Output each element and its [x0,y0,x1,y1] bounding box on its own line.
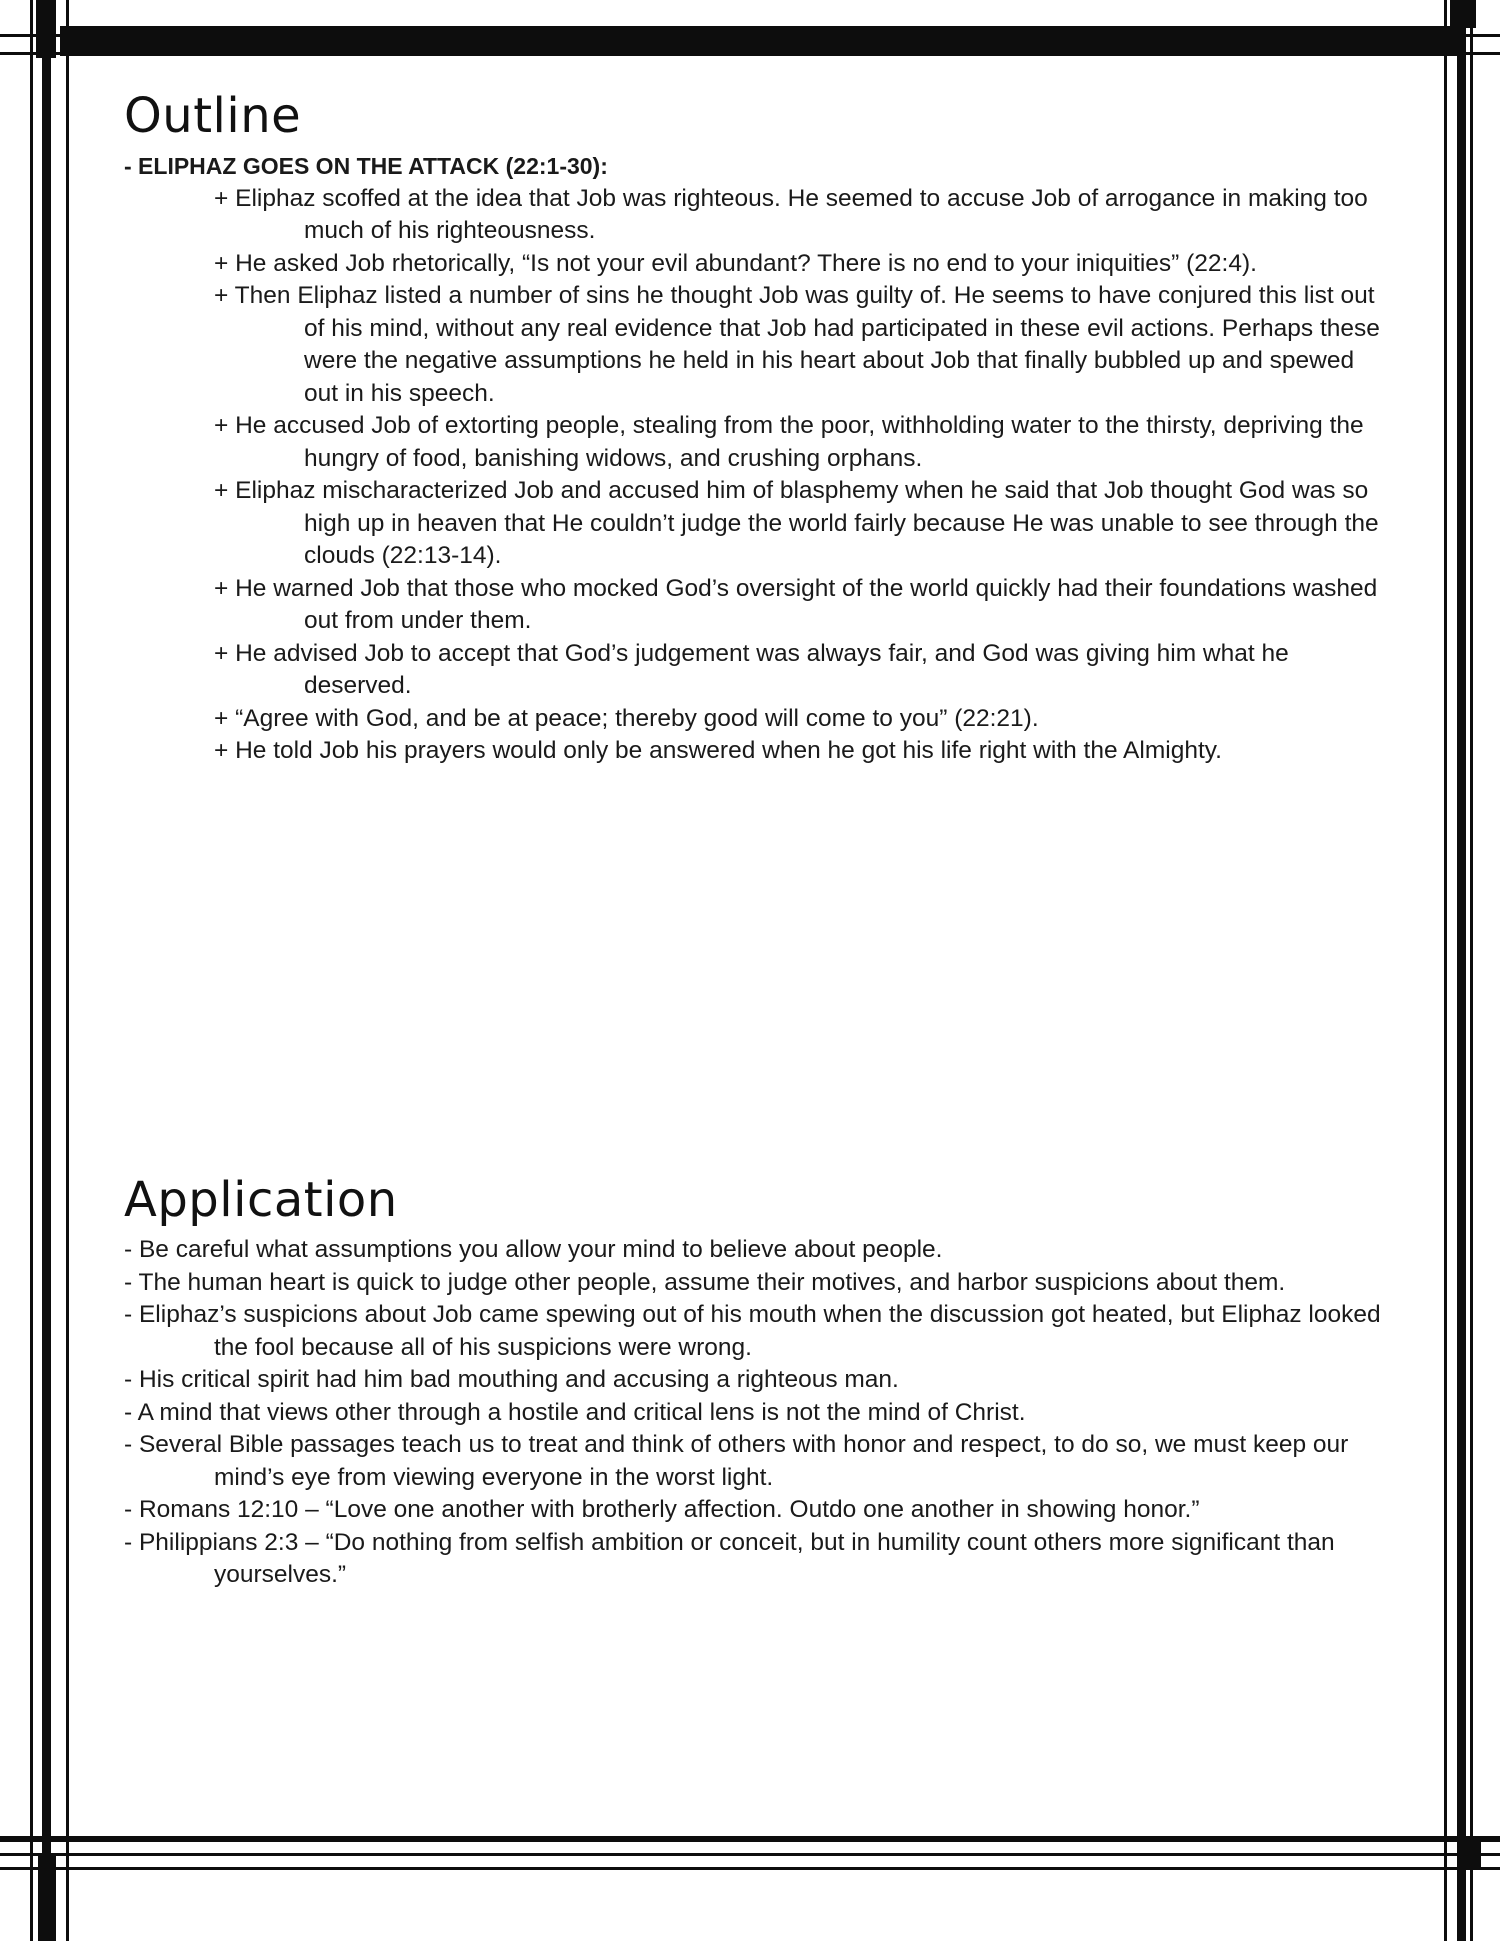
outline-item: + Then Eliphaz listed a number of sins he thought Job was guilty of. He seems to have conjured this list out of his mind, without any real evidence that Job had participated in these evil actions. Perhaps these were the negative assumptions he held in his heart about Job that finally bubbled up and spewed out in his speech. [214,282,1380,407]
outline-item: + He warned Job that those who mocked God’s oversight of the world quickly had their foundations washed out from under them. [214,574,1378,634]
frame-bar-left [42,0,51,1941]
frame-corner-top-right [1450,0,1476,28]
frame-bar-right [1457,0,1466,1941]
outline-item: + He told Job his prayers would only be answered when he got his life right with the Almighty. [214,737,1222,764]
outline-item: + Eliphaz scoffed at the idea that Job was righteous. He seemed to accuse Job of arrogance in making too much of his righteousness. [214,184,1368,244]
application-list [124,1234,1384,1592]
application-item: - Romans 12:10 – “Love one another with brotherly affection. Outdo one another in showing honor.” [124,1496,1200,1523]
outline-item: + He accused Job of extorting people, stealing from the poor, withholding water to the thirsty, depriving the hungry of food, banishing widows, and crushing orphans. [214,412,1364,472]
frame-bar-top [60,26,1465,56]
application-item: - A mind that views other through a hostile and critical lens is not the mind of Christ. [124,1398,1026,1426]
frame-corner-top-left [36,0,56,58]
outline-list [124,150,1384,768]
frame-line-right [1470,0,1473,1941]
application-item: - Be careful what assumptions you allow your mind to believe about people. [124,1236,943,1263]
frame-corner-bottom-right [1457,1838,1481,1868]
frame-line-left-inner [66,0,69,1941]
outline-item: + He advised Job to accept that God’s judgement was always fair, and God was giving him what he deserved. [214,639,1289,699]
application-section [124,1172,1384,1592]
frame-corner-bottom-left [38,1856,56,1941]
outline-item: + Eliphaz mischaracterized Job and accused him of blasphemy when he said that Job thought God was so high up in heaven that He couldn’t judge the world fairly because He was unable to see through the clouds (22:13-14). [214,477,1379,569]
application-title: Application [124,1172,398,1228]
frame-line-right-inner [1444,0,1447,1941]
application-item: - His critical spirit had him bad mouthing and accusing a righteous man. [124,1366,899,1393]
frame-bar-bottom [0,1836,1500,1842]
frame-line-bottom [0,1853,1500,1856]
outline-item: + He asked Job rhetorically, “Is not your evil abundant? There is no end to your iniquities” (22:4). [214,249,1257,277]
application-item: - Several Bible passages teach us to treat and think of others with honor and respect, to do so, we must keep our mind’s eye from viewing everyone in the worst light. [124,1431,1349,1491]
frame-line-bottom-outer [0,1867,1500,1870]
application-item: - The human heart is quick to judge other people, assume their motives, and harbor suspicions about them. [124,1268,1286,1296]
application-item: - Philippians 2:3 – “Do nothing from selfish ambition or conceit, but in humility count others more significant than yourselves.” [124,1528,1335,1588]
outline-heading: - ELIPHAZ GOES ON THE ATTACK (22:1-30): [124,153,608,179]
outline-title: Outline [124,88,302,144]
frame-line-left [30,0,33,1941]
application-item: - Eliphaz’s suspicions about Job came spewing out of his mouth when the discussion got heated, but Eliphaz looked the fool because all of his suspicions were wrong. [124,1301,1381,1361]
outline-item: + “Agree with God, and be at peace; thereby good will come to you” (22:21). [214,704,1039,732]
outline-section [124,88,1384,768]
